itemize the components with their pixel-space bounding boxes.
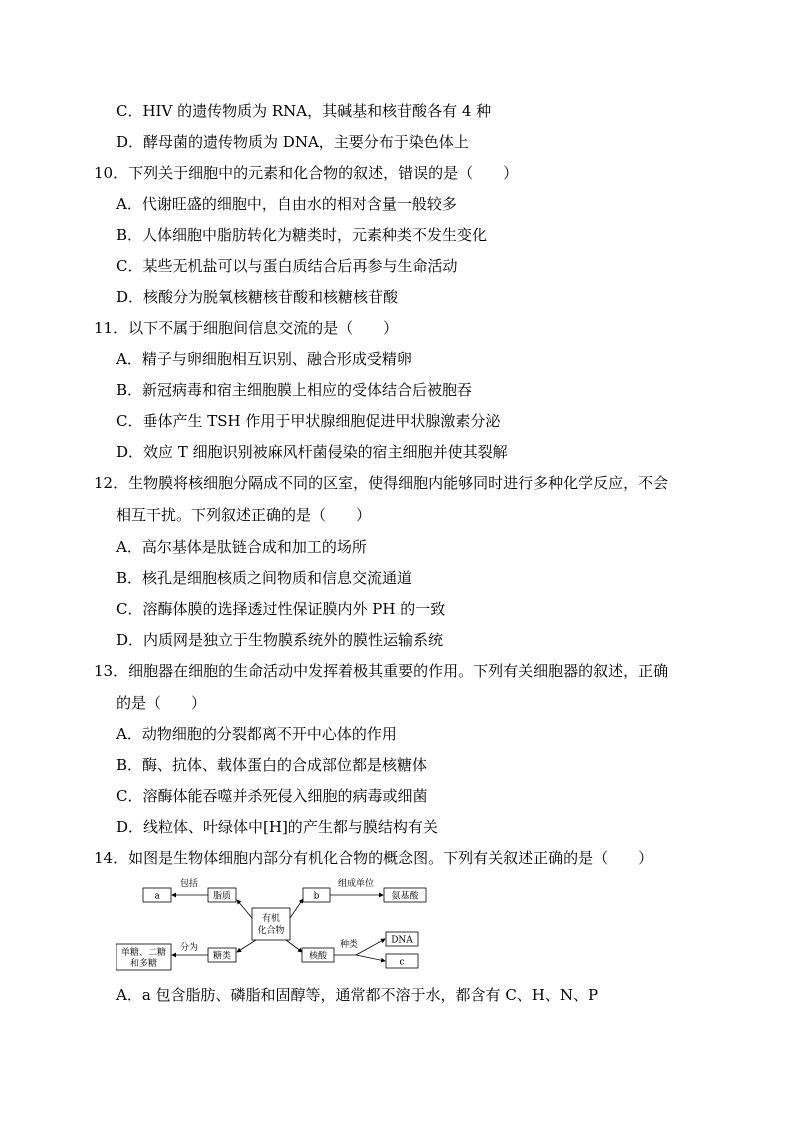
label-divide: 分为 bbox=[179, 943, 199, 953]
answer-option: A．代谢旺盛的细胞中，自由水的相对含量一般较多 bbox=[116, 195, 457, 213]
answer-option: D．效应 T 细胞识别被麻风杆菌侵染的宿主细胞并使其裂解 bbox=[116, 443, 508, 461]
label-c: c bbox=[399, 957, 405, 968]
answer-option: B．核孔是细胞核质之间物质和信息交流通道 bbox=[116, 569, 413, 587]
answer-option: A．动物细胞的分裂都离不开中心体的作用 bbox=[116, 725, 397, 743]
arrow-nucleic-dna bbox=[356, 939, 385, 955]
answer-option: C．溶酶体膜的选择透过性保证膜内外 PH 的一致 bbox=[116, 600, 446, 618]
question-stem: 12．生物膜将核细胞分隔成不同的区室，使得细胞内能够同时进行多种化学反应，不会 bbox=[94, 474, 669, 492]
question-stem: 13．细胞器在细胞的生命活动中发挥着极其重要的作用。下列有关细胞器的叙述，正确 bbox=[94, 662, 669, 680]
arrow-center-lipid bbox=[237, 900, 252, 918]
label-center-2: 化合物 bbox=[257, 926, 285, 936]
label-unit: 组成单位 bbox=[337, 879, 375, 889]
label-a: a bbox=[154, 891, 160, 902]
label-dna: DNA bbox=[391, 935, 413, 946]
label-lipid: 脂质 bbox=[212, 891, 232, 902]
label-nucleic: 核酸 bbox=[308, 951, 328, 962]
question-stem: 11．以下不属于细胞间信息交流的是（ ） bbox=[94, 319, 399, 337]
answer-option: D．线粒体、叶绿体中[H]的产生都与膜结构有关 bbox=[116, 818, 438, 836]
arrow-nucleic-c bbox=[356, 955, 385, 961]
answer-option: C．垂体产生 TSH 作用于甲状腺细胞促进甲状腺激素分泌 bbox=[116, 412, 501, 430]
question-stem-continued: 相互干扰。下列叙述正确的是（ ） bbox=[116, 506, 372, 524]
label-b: b bbox=[313, 891, 320, 902]
concept-diagram bbox=[116, 876, 456, 976]
question-stem: 14．如图是生物体细胞内部分有机化合物的概念图。下列有关叙述正确的是（ ） bbox=[94, 849, 654, 867]
label-amino: 氨基酸 bbox=[391, 891, 419, 902]
answer-option: C．溶酶体能吞噬并杀死侵入细胞的病毒或细菌 bbox=[116, 787, 428, 805]
label-include: 包括 bbox=[179, 879, 199, 889]
answer-option: B．新冠病毒和宿主细胞膜上相应的受体结合后被胞吞 bbox=[116, 381, 473, 399]
answer-option: D．内质网是独立于生物膜系统外的膜性运输系统 bbox=[116, 631, 444, 649]
answer-option: A．a 包含脂肪、磷脂和固醇等，通常都不溶于水，都含有 C、H、N、P bbox=[116, 986, 599, 1004]
arrow-center-b bbox=[290, 899, 303, 918]
label-sugar: 糖类 bbox=[212, 951, 232, 962]
answer-option: A．精子与卵细胞相互识别、融合形成受精卵 bbox=[116, 350, 412, 368]
label-center-1: 有机 bbox=[261, 914, 281, 924]
arrow-center-nucleic bbox=[286, 940, 302, 952]
answer-option: D．核酸分为脱氧核糖核苷酸和核糖核苷酸 bbox=[116, 288, 399, 306]
answer-option: B．人体细胞中脂肪转化为糖类时，元素种类不发生变化 bbox=[116, 226, 488, 244]
answer-option: C．某些无机盐可以与蛋白质结合后再参与生命活动 bbox=[116, 257, 458, 275]
arrow-center-sugar bbox=[237, 940, 256, 952]
question-stem: 10．下列关于细胞中的元素和化合物的叙述，错误的是（ ） bbox=[94, 164, 519, 182]
answer-option: A．高尔基体是肽链合成和加工的场所 bbox=[116, 538, 367, 556]
label-sugars-1: 单糖、二糖 bbox=[120, 948, 167, 958]
answer-option: D．酵母菌的遗传物质为 DNA，主要分布于染色体上 bbox=[116, 133, 469, 151]
answer-option: C．HIV 的遗传物质为 RNA，其碱基和核苷酸各有 4 种 bbox=[116, 102, 492, 120]
answer-option: B．酶、抗体、载体蛋白的合成部位都是核糖体 bbox=[116, 756, 428, 774]
label-sugars-2: 和多糖 bbox=[129, 959, 158, 969]
label-kinds: 种类 bbox=[339, 940, 359, 950]
question-stem-continued: 的是（ ） bbox=[116, 694, 207, 712]
